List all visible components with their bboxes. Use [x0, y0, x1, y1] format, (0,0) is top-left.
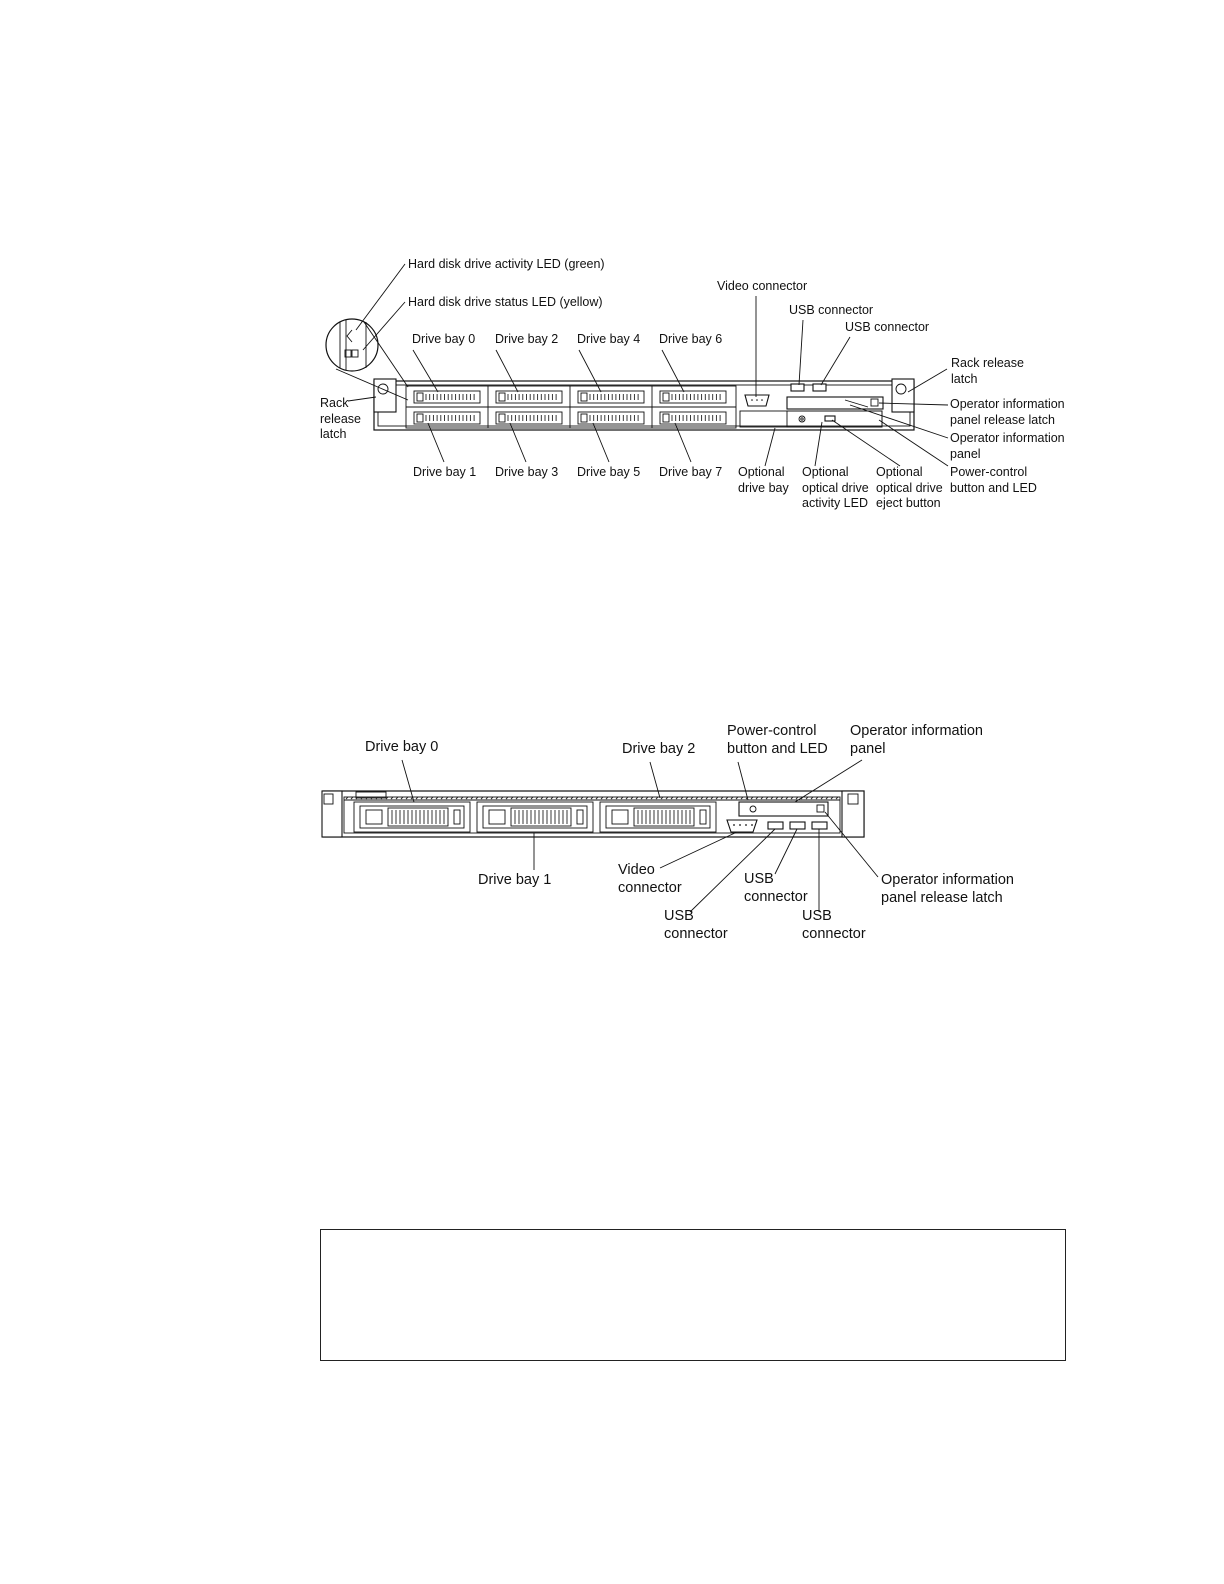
drive-tray	[660, 412, 726, 424]
label-operator-info-panel-release-latch: Operator information panel release latch	[950, 397, 1065, 427]
label-optional-optical-activity-led: Optional optical drive activity LED	[802, 465, 869, 511]
label-power-control: Power-control button and LED	[950, 465, 1037, 495]
drive-tray	[496, 391, 562, 403]
label-usb-connector-b: USB connector	[845, 320, 930, 334]
label2-operator-info-panel: Operator information panel	[850, 723, 983, 758]
label-optional-drive-bay: Optional drive bay	[738, 465, 789, 495]
label2-usb-connector-c: USB connector	[802, 908, 866, 943]
label-rack-release-latch-left: Rack release latch	[320, 396, 361, 442]
label-drive-bay-4: Drive bay 4	[577, 332, 641, 346]
label-optional-optical-eject-button: Optional optical drive eject button	[876, 465, 943, 511]
label-usb-connector-a: USB connector	[789, 303, 874, 317]
label-hdd-activity-led: Hard disk drive activity LED (green)	[408, 257, 605, 271]
label-drive-bay-2: Drive bay 2	[495, 332, 559, 346]
label-video-connector: Video connector	[717, 279, 808, 293]
drive-tray-large	[600, 802, 716, 832]
label-rack-release-latch-right: Rack release latch	[951, 356, 1024, 386]
label-hdd-status-led: Hard disk drive status LED (yellow)	[408, 295, 603, 309]
drive-tray	[578, 412, 644, 424]
label-drive-bay-7: Drive bay 7	[659, 465, 723, 479]
right-panel-components-1	[740, 384, 883, 427]
label2-drive-bay-0: Drive bay 0	[365, 739, 439, 755]
label2-operator-info-panel-release-latch: Operator information panel release latch	[881, 872, 1014, 907]
label2-drive-bay-2: Drive bay 2	[622, 741, 696, 757]
drive-bays-3	[354, 802, 716, 832]
label2-usb-connector-b: USB connector	[744, 871, 808, 906]
drive-tray	[496, 412, 562, 424]
label-drive-bay-3: Drive bay 3	[495, 465, 559, 479]
drive-tray-large	[477, 802, 593, 832]
label2-usb-connector-a: USB connector	[664, 908, 728, 943]
label-drive-bay-0: Drive bay 0	[412, 332, 476, 346]
label-drive-bay-1: Drive bay 1	[413, 465, 477, 479]
drive-tray	[414, 412, 480, 424]
drive-tray	[578, 391, 644, 403]
label2-video-connector: Video connector	[618, 862, 682, 897]
drive-tray	[414, 391, 480, 403]
drive-tray	[660, 391, 726, 403]
label-operator-info-panel: Operator information panel	[950, 431, 1065, 461]
label-drive-bay-6: Drive bay 6	[659, 332, 723, 346]
note-box	[320, 1229, 1066, 1361]
label2-drive-bay-1: Drive bay 1	[478, 872, 552, 888]
label-drive-bay-5: Drive bay 5	[577, 465, 641, 479]
right-panel-components-2	[727, 802, 828, 832]
label2-power-control: Power-control button and LED	[727, 723, 828, 758]
drive-tray-large	[354, 802, 470, 832]
